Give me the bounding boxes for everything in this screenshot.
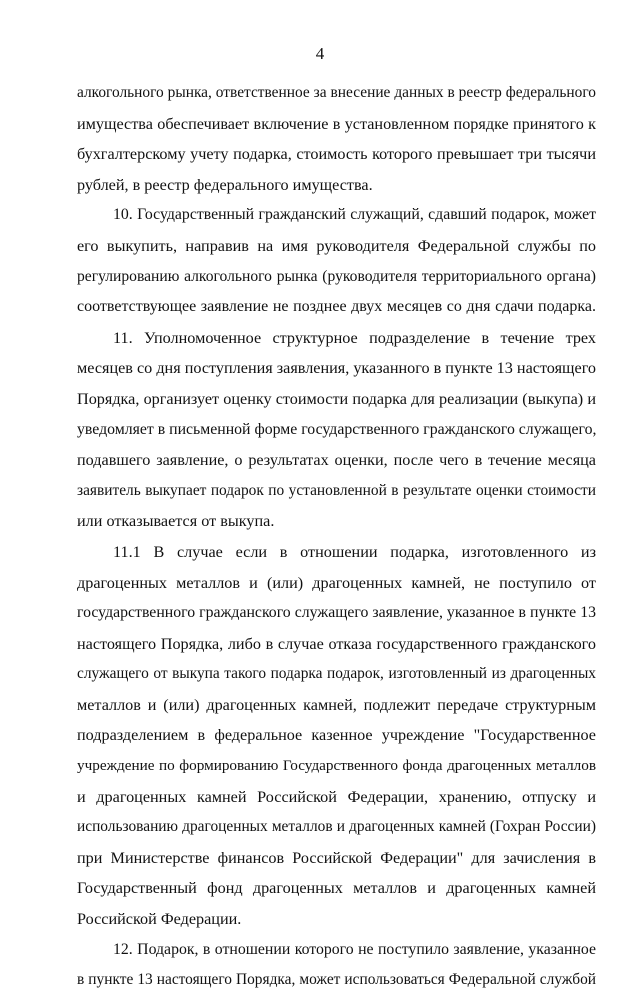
text-line: заявитель выкупает подарок по установленной в результате оценки стоимости: [77, 481, 596, 499]
text-line: 10. Государственный гражданский служащий, сдавший подарок, может: [113, 206, 596, 224]
text-line: соответствующее заявление не позднее двух месяцев со дня сдачи подарка.: [77, 298, 596, 316]
text-line: бухгалтерскому учету подарка, стоимость которого превышает три тысячи: [77, 145, 596, 164]
page-number: 4: [315, 44, 325, 63]
text-line: при Министерстве финансов Российской Федерации" для зачисления в: [77, 848, 596, 867]
paragraph-continuation: [77, 78, 596, 200]
document-body: [77, 78, 596, 996]
text-line: Порядка, организует оценку стоимости подарка для реализации (выкупа) и: [77, 389, 596, 408]
text-line: подразделением в федеральное казенное учреждение "Государственное: [77, 726, 596, 745]
text-line: драгоценных металлов и (или) драгоценных камней, не поступило от: [77, 573, 596, 592]
text-line: в пункте 13 настоящего Порядка, может использоваться Федеральной службой: [77, 971, 596, 989]
paragraph-10: [77, 200, 596, 322]
text-line: его выкупить, направив на имя руководителя Федеральной службы по: [77, 236, 596, 255]
text-line: имущества обеспечивает включение в установленном порядке принятого к: [77, 114, 596, 133]
text-line: 12. Подарок, в отношении которого не поступило заявление, указанное: [113, 940, 596, 958]
text-line: служащего от выкупа такого подарка подарок, изготовленный из драгоценных: [77, 665, 596, 683]
paragraph-12: [77, 935, 596, 996]
text-line: рублей, в реестр федерального имущества.: [77, 175, 373, 194]
text-line: настоящего Порядка, либо в случае отказа государственного гражданского: [77, 634, 596, 653]
text-line: уведомляет в письменной форме государственного гражданского служащего,: [77, 420, 597, 438]
text-line: 11.1 В случае если в отношении подарка, изготовленного из: [113, 542, 596, 561]
paragraph-11: [77, 323, 596, 537]
text-line: и драгоценных камней Российской Федерации, хранению, отпуску и: [77, 787, 596, 806]
text-line: Государственный фонд драгоценных металлов и драгоценных камней: [77, 879, 596, 898]
text-line: металлов и (или) драгоценных камней, подлежит передаче структурным: [77, 695, 596, 714]
text-line: 11. Уполномоченное структурное подразделение в течение трех: [113, 328, 596, 347]
text-line: Российской Федерации.: [77, 910, 242, 929]
text-line: подавшего заявление, о результатах оценки, после чего в течение месяца: [77, 451, 596, 470]
text-line: или отказывается от выкупа.: [77, 512, 275, 531]
paragraph-11-1: [77, 537, 596, 935]
text-line: регулированию алкогольного рынка (руководителя территориального органа): [77, 267, 596, 285]
text-line: использованию драгоценных металлов и драгоценных камней (Гохран России): [77, 818, 596, 836]
text-line: месяцев со дня поступления заявления, указанного в пункте 13 настоящего: [77, 359, 597, 378]
text-line: алкогольного рынка, ответственное за внесение данных в реестр федерального: [77, 84, 596, 101]
text-line: учреждение по формированию Государственного фонда драгоценных металлов: [77, 757, 596, 775]
text-line: государственного гражданского служащего заявление, указанное в пункте 13: [77, 604, 596, 622]
